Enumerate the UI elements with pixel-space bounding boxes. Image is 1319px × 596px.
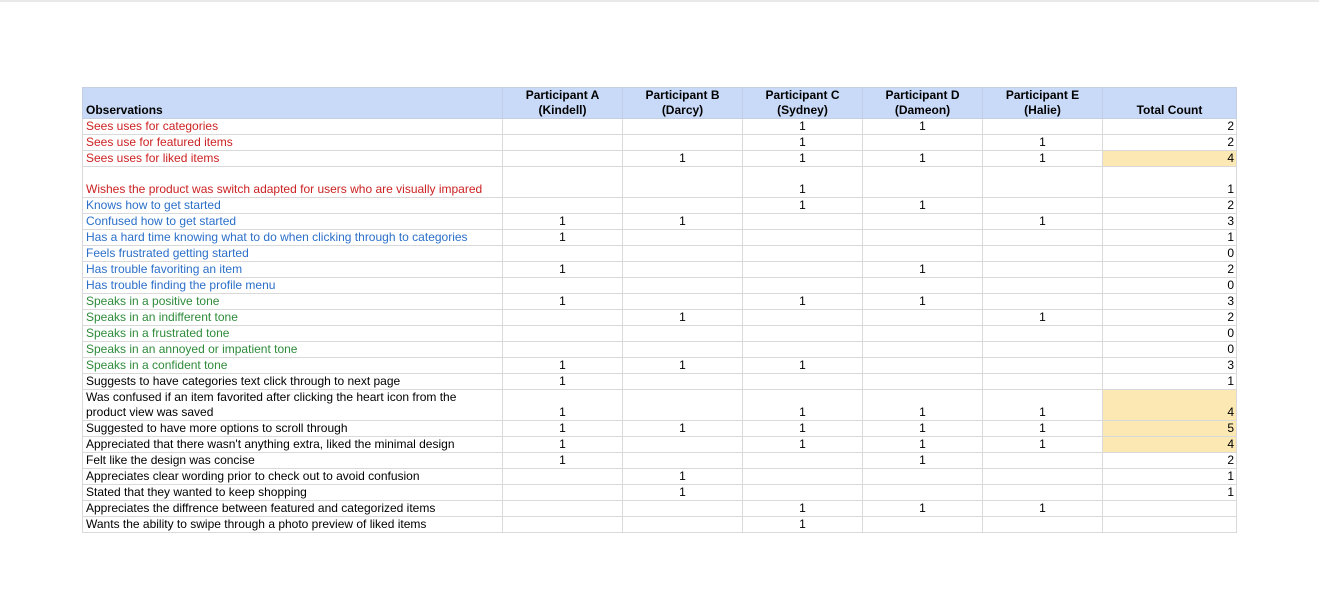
participant-a-cell[interactable]: [503, 326, 623, 342]
participant-c-cell[interactable]: [743, 230, 863, 246]
observation-cell[interactable]: Was confused if an item favorited after clicking the heart icon from the product view was saved: [83, 390, 503, 421]
participant-d-cell[interactable]: [863, 374, 983, 390]
observation-cell[interactable]: Stated that they wanted to keep shopping: [83, 485, 503, 501]
participant-e-cell[interactable]: [983, 374, 1103, 390]
table-row: [83, 167, 1237, 198]
participant-d-cell[interactable]: [863, 326, 983, 342]
observation-cell[interactable]: Suggests to have categories text click through to next page: [83, 374, 503, 390]
participant-d-cell[interactable]: [863, 469, 983, 485]
participant-e-cell[interactable]: [983, 358, 1103, 374]
observation-cell[interactable]: Speaks in a positive tone: [83, 294, 503, 310]
observation-cell[interactable]: Wants the ability to swipe through a photo preview of liked items: [83, 517, 503, 533]
participant-a-cell[interactable]: [503, 469, 623, 485]
participant-a-cell[interactable]: 1: [503, 294, 623, 310]
participant-b-cell[interactable]: 1: [623, 358, 743, 374]
participant-c-cell[interactable]: 1: [743, 135, 863, 151]
participant-a-cell[interactable]: 1: [503, 453, 623, 469]
table-row: [83, 262, 1237, 278]
total-count-cell[interactable]: 3: [1103, 294, 1237, 310]
table-row: [83, 135, 1237, 151]
table-row: [83, 453, 1237, 469]
table-row: [83, 469, 1237, 485]
total-count-cell[interactable]: 1: [1103, 230, 1237, 246]
participant-c-alias: (Sydney): [777, 103, 828, 117]
participant-a-cell[interactable]: [503, 246, 623, 262]
participant-c-cell[interactable]: 1: [743, 198, 863, 214]
total-count-cell[interactable]: 5: [1103, 421, 1237, 437]
observation-cell[interactable]: Has trouble favoriting an item: [83, 262, 503, 278]
participant-d-cell[interactable]: 1: [863, 453, 983, 469]
participant-b-cell[interactable]: [623, 119, 743, 135]
participant-a-header[interactable]: [503, 88, 623, 119]
total-count-cell[interactable]: 2: [1103, 453, 1237, 469]
observation-cell[interactable]: Confused how to get started: [83, 214, 503, 230]
table-row: [83, 374, 1237, 390]
participant-d-cell[interactable]: 1: [863, 294, 983, 310]
participant-e-cell[interactable]: [983, 453, 1103, 469]
participant-a-cell[interactable]: [503, 485, 623, 501]
total-count-cell[interactable]: 3: [1103, 358, 1237, 374]
participant-d-cell[interactable]: [863, 214, 983, 230]
table-row: [83, 421, 1237, 437]
participant-b-cell[interactable]: [623, 135, 743, 151]
participant-b-name: Participant B: [645, 88, 720, 102]
participant-e-cell[interactable]: [983, 167, 1103, 198]
observation-cell[interactable]: Appreciates the diffrence between featured and categorized items: [83, 501, 503, 517]
participant-e-cell[interactable]: [983, 485, 1103, 501]
total-count-cell[interactable]: 1: [1103, 167, 1237, 198]
observation-cell[interactable]: Sees use for featured items: [83, 135, 503, 151]
participant-e-cell[interactable]: [983, 246, 1103, 262]
participant-b-cell[interactable]: [623, 517, 743, 533]
participant-d-alias: (Dameon): [894, 103, 951, 117]
total-count-cell[interactable]: 2: [1103, 262, 1237, 278]
table-row: [83, 198, 1237, 214]
participant-b-cell[interactable]: [623, 230, 743, 246]
participant-d-cell[interactable]: 1: [863, 198, 983, 214]
participant-c-cell[interactable]: [743, 262, 863, 278]
table-row: [83, 358, 1237, 374]
participant-d-cell[interactable]: 1: [863, 437, 983, 453]
participant-e-cell[interactable]: 1: [983, 310, 1103, 326]
participant-d-cell[interactable]: [863, 135, 983, 151]
participant-e-name: Participant E: [1005, 88, 1080, 102]
total-count-cell[interactable]: 1: [1103, 469, 1237, 485]
total-count-cell[interactable]: 0: [1103, 342, 1237, 358]
participant-b-cell[interactable]: [623, 342, 743, 358]
participant-c-cell[interactable]: [743, 374, 863, 390]
observation-cell[interactable]: Sees uses for categories: [83, 119, 503, 135]
total-count-cell[interactable]: 4: [1103, 437, 1237, 453]
participant-d-cell[interactable]: 1: [863, 119, 983, 135]
participant-c-cell[interactable]: 1: [743, 501, 863, 517]
participant-a-cell[interactable]: 1: [503, 262, 623, 278]
observation-cell[interactable]: Has trouble finding the profile menu: [83, 278, 503, 294]
total-count-cell[interactable]: [1103, 501, 1237, 517]
observations-header[interactable]: Observations: [83, 88, 503, 119]
participant-a-cell[interactable]: [503, 342, 623, 358]
participant-c-cell[interactable]: [743, 485, 863, 501]
table-row: [83, 517, 1237, 533]
table-row: [83, 246, 1237, 262]
participant-d-cell[interactable]: 1: [863, 262, 983, 278]
participant-c-cell[interactable]: 1: [743, 390, 863, 421]
observation-cell[interactable]: Speaks in an annoyed or impatient tone: [83, 342, 503, 358]
observation-cell[interactable]: Speaks in an indifferent tone: [83, 310, 503, 326]
total-count-cell[interactable]: 0: [1103, 246, 1237, 262]
participant-a-cell[interactable]: [503, 501, 623, 517]
participant-b-header[interactable]: [623, 88, 743, 119]
participant-d-cell[interactable]: 1: [863, 501, 983, 517]
participant-c-cell[interactable]: 1: [743, 167, 863, 198]
participant-a-cell[interactable]: [503, 198, 623, 214]
total-count-cell[interactable]: 2: [1103, 198, 1237, 214]
participant-a-name: Participant A: [525, 88, 600, 102]
participant-c-cell[interactable]: [743, 310, 863, 326]
table-row: [83, 437, 1237, 453]
total-count-cell[interactable]: 2: [1103, 135, 1237, 151]
total-count-cell[interactable]: 2: [1103, 119, 1237, 135]
participant-e-cell[interactable]: [983, 326, 1103, 342]
participant-d-header[interactable]: [863, 88, 983, 119]
participant-d-cell[interactable]: [863, 342, 983, 358]
participant-a-cell[interactable]: 1: [503, 437, 623, 453]
participant-b-cell[interactable]: [623, 374, 743, 390]
participant-c-cell[interactable]: [743, 326, 863, 342]
observation-cell[interactable]: Appreciated that there wasn't anything extra, liked the minimal design: [83, 437, 503, 453]
participant-b-cell[interactable]: 1: [623, 485, 743, 501]
participant-e-cell[interactable]: [983, 262, 1103, 278]
participant-d-cell[interactable]: [863, 246, 983, 262]
participant-a-alias: (Kindell): [538, 103, 587, 117]
observation-cell[interactable]: Wishes the product was switch adapted for users who are visually impared: [83, 167, 503, 198]
participant-b-cell[interactable]: [623, 294, 743, 310]
participant-b-cell[interactable]: [623, 390, 743, 421]
table-row: [83, 278, 1237, 294]
participant-c-cell[interactable]: [743, 278, 863, 294]
participant-e-cell[interactable]: [983, 198, 1103, 214]
participant-e-alias: (Halie): [1024, 103, 1061, 117]
participant-e-cell[interactable]: 1: [983, 421, 1103, 437]
observation-cell[interactable]: Has a hard time knowing what to do when clicking through to categories: [83, 230, 503, 246]
participant-d-cell[interactable]: [863, 358, 983, 374]
participant-e-cell[interactable]: [983, 230, 1103, 246]
participant-e-cell[interactable]: 1: [983, 437, 1103, 453]
participant-b-cell[interactable]: [623, 246, 743, 262]
participant-a-cell[interactable]: 1: [503, 421, 623, 437]
total-count-cell[interactable]: 0: [1103, 278, 1237, 294]
participant-d-cell[interactable]: [863, 167, 983, 198]
participant-d-cell[interactable]: [863, 310, 983, 326]
participant-a-cell[interactable]: 1: [503, 230, 623, 246]
participant-a-cell[interactable]: [503, 310, 623, 326]
total-count-header[interactable]: Total Count: [1103, 88, 1237, 119]
observation-cell[interactable]: Speaks in a frustrated tone: [83, 326, 503, 342]
participant-c-cell[interactable]: [743, 469, 863, 485]
participant-b-cell[interactable]: [623, 262, 743, 278]
participant-c-name: Participant C: [765, 88, 840, 102]
participant-d-cell[interactable]: 1: [863, 421, 983, 437]
participant-e-cell[interactable]: [983, 517, 1103, 533]
participant-a-cell[interactable]: [503, 151, 623, 167]
table-row: [83, 151, 1237, 167]
participant-e-cell[interactable]: 1: [983, 501, 1103, 517]
observations-body: [83, 119, 1237, 533]
observation-cell[interactable]: Speaks in a confident tone: [83, 358, 503, 374]
observation-cell[interactable]: Feels frustrated getting started: [83, 246, 503, 262]
participant-a-cell[interactable]: [503, 167, 623, 198]
participant-d-cell[interactable]: [863, 517, 983, 533]
total-count-cell[interactable]: 3: [1103, 214, 1237, 230]
participant-e-cell[interactable]: [983, 119, 1103, 135]
participant-c-cell[interactable]: 1: [743, 294, 863, 310]
participant-b-cell[interactable]: [623, 326, 743, 342]
observation-cell[interactable]: Felt like the design was concise: [83, 453, 503, 469]
table-row: [83, 390, 1237, 421]
participant-e-cell[interactable]: [983, 342, 1103, 358]
participant-c-cell[interactable]: 1: [743, 358, 863, 374]
participant-b-cell[interactable]: [623, 278, 743, 294]
table-row: [83, 294, 1237, 310]
participant-e-cell[interactable]: [983, 294, 1103, 310]
participant-e-header[interactable]: [983, 88, 1103, 119]
participant-e-cell[interactable]: [983, 469, 1103, 485]
participant-b-cell[interactable]: 1: [623, 469, 743, 485]
table-row: [83, 485, 1237, 501]
participant-b-cell[interactable]: [623, 501, 743, 517]
participant-a-cell[interactable]: [503, 135, 623, 151]
table-row: [83, 342, 1237, 358]
observation-cell[interactable]: Knows how to get started: [83, 198, 503, 214]
total-count-cell[interactable]: 1: [1103, 485, 1237, 501]
total-count-cell[interactable]: 2: [1103, 310, 1237, 326]
participant-b-cell[interactable]: [623, 167, 743, 198]
participant-a-cell[interactable]: [503, 517, 623, 533]
table-row: [83, 310, 1237, 326]
observations-table: [82, 87, 1237, 533]
participant-c-header[interactable]: [743, 88, 863, 119]
participant-a-cell[interactable]: 1: [503, 390, 623, 421]
total-count-cell[interactable]: [1103, 517, 1237, 533]
table-row: [83, 501, 1237, 517]
header-row: [83, 88, 1237, 119]
participant-b-cell[interactable]: 1: [623, 421, 743, 437]
participant-c-cell[interactable]: 1: [743, 517, 863, 533]
total-count-cell[interactable]: 4: [1103, 390, 1237, 421]
participant-a-cell[interactable]: 1: [503, 374, 623, 390]
participant-d-cell[interactable]: 1: [863, 151, 983, 167]
participant-e-cell[interactable]: 1: [983, 214, 1103, 230]
participant-b-cell[interactable]: [623, 453, 743, 469]
participant-e-cell[interactable]: 1: [983, 151, 1103, 167]
table-row: [83, 119, 1237, 135]
participant-d-cell[interactable]: [863, 485, 983, 501]
participant-c-cell[interactable]: [743, 246, 863, 262]
participant-c-cell[interactable]: [743, 453, 863, 469]
participant-b-cell[interactable]: [623, 198, 743, 214]
participant-c-cell[interactable]: [743, 214, 863, 230]
table-row: [83, 326, 1237, 342]
participant-c-cell[interactable]: 1: [743, 421, 863, 437]
participant-e-cell[interactable]: 1: [983, 390, 1103, 421]
table-row: [83, 230, 1237, 246]
participant-a-cell[interactable]: 1: [503, 358, 623, 374]
participant-b-cell[interactable]: 1: [623, 151, 743, 167]
participant-b-cell[interactable]: 1: [623, 214, 743, 230]
participant-d-cell[interactable]: [863, 230, 983, 246]
participant-c-cell[interactable]: 1: [743, 151, 863, 167]
participant-d-name: Participant D: [885, 88, 960, 102]
participant-a-cell[interactable]: 1: [503, 214, 623, 230]
observation-cell[interactable]: Suggested to have more options to scroll through: [83, 421, 503, 437]
participant-d-cell[interactable]: 1: [863, 390, 983, 421]
participant-c-cell[interactable]: 1: [743, 437, 863, 453]
participant-b-cell[interactable]: [623, 437, 743, 453]
table-row: [83, 214, 1237, 230]
participant-c-cell[interactable]: 1: [743, 119, 863, 135]
observation-cell[interactable]: Appreciates clear wording prior to check out to avoid confusion: [83, 469, 503, 485]
participant-c-cell[interactable]: [743, 342, 863, 358]
top-divider: [0, 0, 1319, 2]
participant-d-cell[interactable]: [863, 278, 983, 294]
total-count-cell[interactable]: 1: [1103, 374, 1237, 390]
total-count-cell[interactable]: 4: [1103, 151, 1237, 167]
observation-cell[interactable]: Sees uses for liked items: [83, 151, 503, 167]
total-count-cell[interactable]: 0: [1103, 326, 1237, 342]
participant-b-cell[interactable]: 1: [623, 310, 743, 326]
participant-a-cell[interactable]: [503, 119, 623, 135]
participant-a-cell[interactable]: [503, 278, 623, 294]
participant-e-cell[interactable]: [983, 278, 1103, 294]
participant-e-cell[interactable]: 1: [983, 135, 1103, 151]
participant-b-alias: (Darcy): [661, 103, 704, 117]
